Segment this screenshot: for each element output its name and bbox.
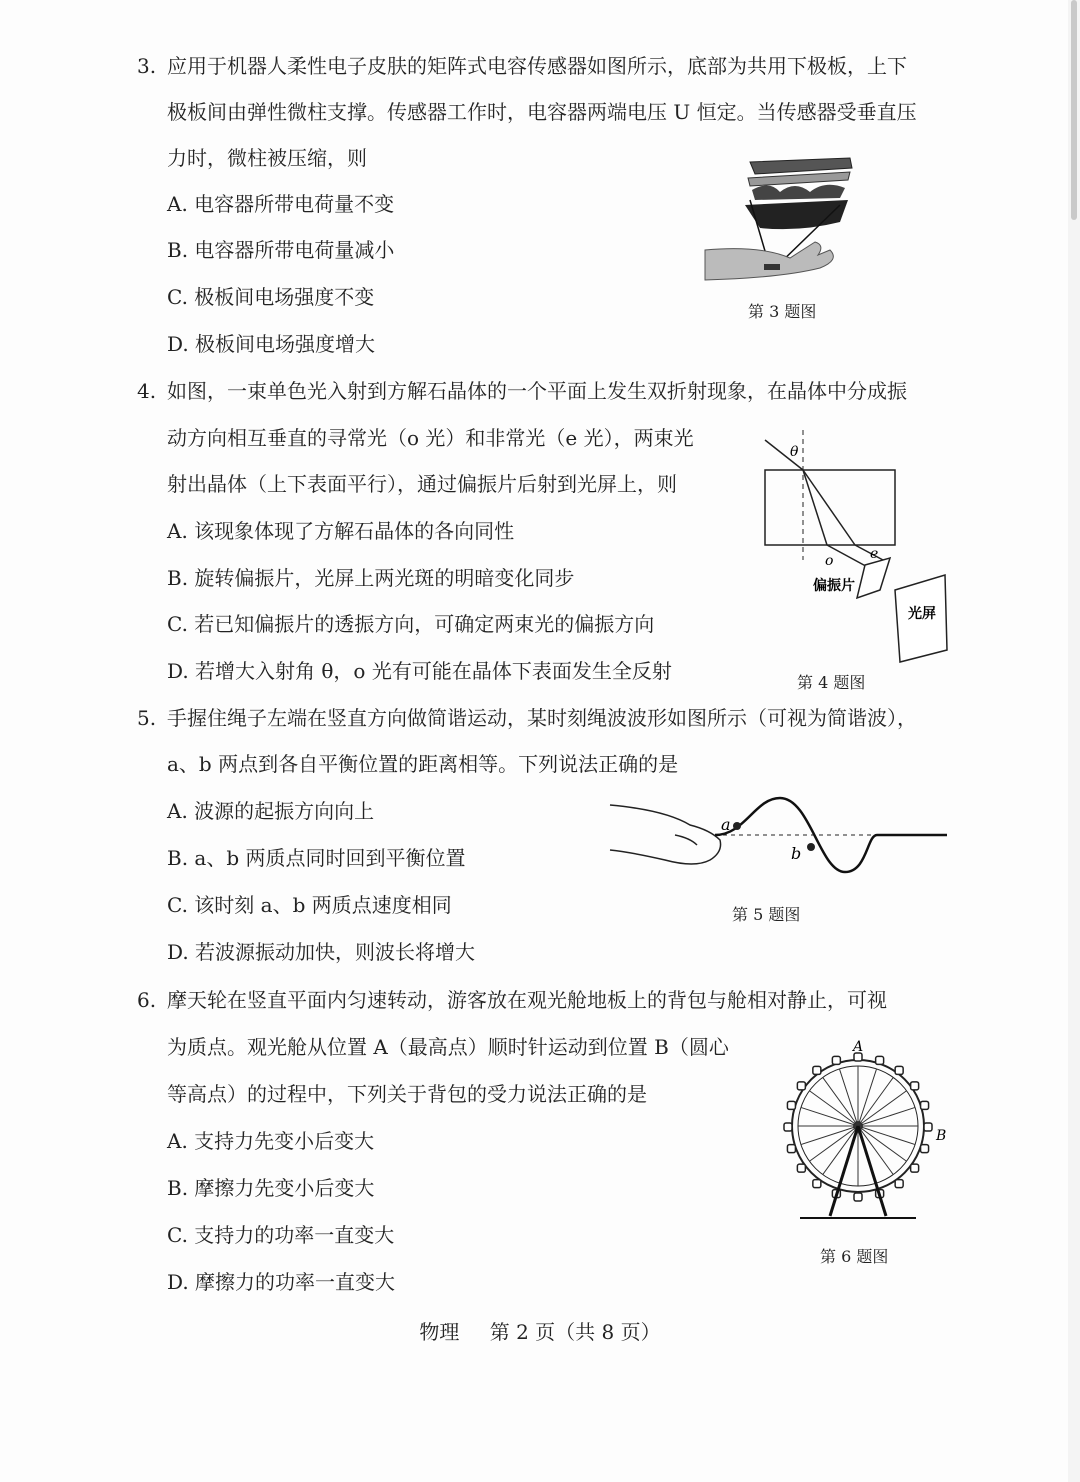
option-c: C. 支持力的功率一直变大 <box>167 1223 395 1247</box>
question-text-line: 摩天轮在竖直平面内匀速转动，游客放在观光舱地板上的背包与舱相对静止，可视 <box>167 988 887 1012</box>
figure-caption: 第 4 题图 <box>797 673 866 692</box>
option-a: A. 电容器所带电荷量不变 <box>167 192 395 216</box>
wheel-cabin <box>924 1123 932 1131</box>
wheel-spoke <box>858 1126 907 1161</box>
wheel-cabin <box>895 1066 903 1074</box>
footer-subject: 物理 <box>419 1320 460 1344</box>
wheel-spoke <box>858 1126 893 1175</box>
wheel-cabin <box>921 1101 929 1109</box>
e-ray-label: e <box>870 546 879 562</box>
option-d: D. 若波源振动加快，则波长将增大 <box>167 940 476 964</box>
point-a-label: a <box>721 815 731 834</box>
position-b-label: B <box>936 1128 947 1144</box>
wheel-cabin <box>832 1056 840 1064</box>
point-b-label: b <box>791 844 802 863</box>
wheel-cabin <box>813 1180 821 1188</box>
figure-caption: 第 5 题图 <box>732 905 801 924</box>
page-footer <box>0 1316 1080 1345</box>
wheel-spoke <box>823 1077 858 1126</box>
question-number: 3. <box>137 54 157 78</box>
wheel-spoke <box>839 1069 858 1126</box>
question-text-line: a、b 两点到各自平衡位置的距离相等。下列说法正确的是 <box>167 752 679 776</box>
figure-caption: 第 3 题图 <box>748 302 817 321</box>
question-text-line: 极板间由弹性微柱支撑。传感器工作时，电容器两端电压 U 恒定。当传感器受垂直压 <box>167 100 917 124</box>
question-number: 6. <box>137 988 157 1012</box>
wheel-cabin <box>784 1123 792 1131</box>
wheel-cabin <box>911 1082 919 1090</box>
wheel-cabin <box>813 1066 821 1074</box>
option-c: C. 该时刻 a、b 两质点速度相同 <box>167 893 452 917</box>
wheel-cabin <box>787 1101 795 1109</box>
option-b: B. 旋转偏振片，光屏上两光斑的明暗变化同步 <box>167 566 575 590</box>
theta-label: θ <box>790 444 799 460</box>
question-text-line: 力时，微柱被压缩，则 <box>167 146 367 170</box>
wheel-cabin <box>797 1164 805 1172</box>
option-d: D. 摩擦力的功率一直变大 <box>167 1270 396 1294</box>
wheel-cabin <box>895 1180 903 1188</box>
capacitor-sensor-figure <box>700 150 865 290</box>
birefringence-figure <box>755 430 955 665</box>
screen-label: 光屏 <box>908 606 936 622</box>
question-text-line: 应用于机器人柔性电子皮肤的矩阵式电容传感器如图所示，底部为共用下极板，上下 <box>167 54 907 78</box>
option-b: B. 摩擦力先变小后变大 <box>167 1176 375 1200</box>
wheel-cabin <box>921 1145 929 1153</box>
wheel-cabin <box>911 1164 919 1172</box>
ferris-wheel-figure <box>780 1038 960 1228</box>
wheel-spoke <box>858 1091 907 1126</box>
option-a: A. 支持力先变小后变大 <box>167 1129 375 1153</box>
question-text-line: 射出晶体（上下表面平行），通过偏振片后射到光屏上，则 <box>167 472 677 496</box>
o-ray-label: o <box>825 553 834 569</box>
wheel-spoke <box>809 1091 858 1126</box>
wheel-cabin <box>876 1056 884 1064</box>
option-a: A. 波源的起振方向向上 <box>167 799 375 823</box>
wheel-spoke <box>809 1126 858 1161</box>
position-a-label: A <box>853 1039 864 1055</box>
option-d: D. 极板间电场强度增大 <box>167 332 376 356</box>
figure-caption: 第 6 题图 <box>820 1247 889 1266</box>
question-text-line: 如图，一束单色光入射到方解石晶体的一个平面上发生双折射现象，在晶体中分成振 <box>167 379 907 403</box>
rope-wave-figure <box>605 790 950 885</box>
wheel-spoke <box>801 1107 858 1126</box>
polarizer-label: 偏振片 <box>813 578 855 594</box>
wheel-spoke <box>858 1069 877 1126</box>
option-b: B. 电容器所带电荷量减小 <box>167 238 395 262</box>
wheel-spoke <box>858 1126 915 1145</box>
option-b: B. a、b 两质点同时回到平衡位置 <box>167 846 466 870</box>
option-d: D. 若增大入射角 θ，o 光有可能在晶体下表面发生全反射 <box>167 659 672 683</box>
question-text-line: 动方向相互垂直的寻常光（o 光）和非常光（e 光），两束光 <box>167 426 694 450</box>
question-text-line: 手握住绳子左端在竖直方向做简谐运动，某时刻绳波波形如图所示（可视为简谐波）， <box>167 706 917 730</box>
wheel-spoke <box>801 1126 858 1145</box>
scrollbar[interactable] <box>1068 0 1080 1482</box>
question-text-line: 等高点）的过程中，下列关于背包的受力说法正确的是 <box>167 1082 647 1106</box>
footer-page-number: 第 2 页（共 8 页） <box>489 1320 661 1344</box>
option-c: C. 若已知偏振片的透振方向，可确定两束光的偏振方向 <box>167 612 655 636</box>
question-text-line: 为质点。观光舱从位置 A（最高点）顺时针运动到位置 B（圆心 <box>167 1035 729 1059</box>
wheel-cabin <box>797 1082 805 1090</box>
wheel-spoke <box>823 1126 858 1175</box>
wheel-spoke <box>858 1077 893 1126</box>
question-number: 4. <box>137 379 157 403</box>
option-a: A. 该现象体现了方解石晶体的各向同性 <box>167 519 515 543</box>
wheel-spoke <box>858 1107 915 1126</box>
wheel-cabin <box>854 1193 862 1201</box>
option-c: C. 极板间电场强度不变 <box>167 285 375 309</box>
wheel-cabin <box>787 1145 795 1153</box>
scrollbar-thumb[interactable] <box>1071 0 1077 220</box>
question-number: 5. <box>137 706 157 730</box>
